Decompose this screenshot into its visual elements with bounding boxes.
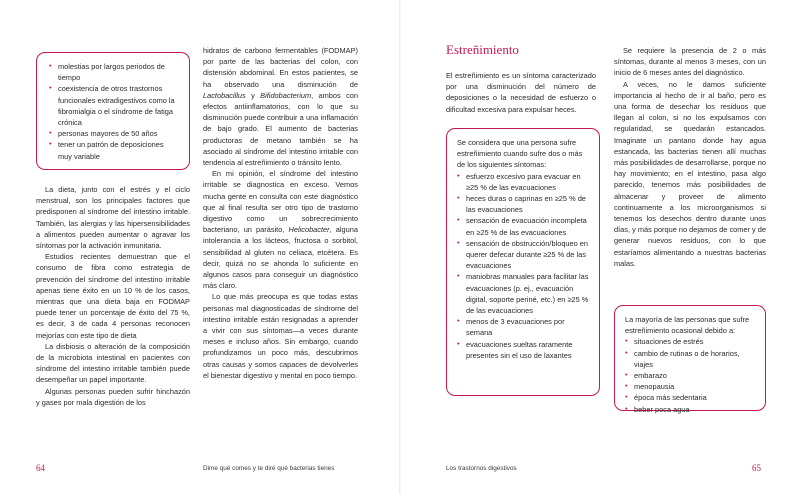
list-item: • tener un patrón de deposiciones muy variable xyxy=(49,140,164,161)
bullet-dot-icon: • xyxy=(457,340,460,348)
paragraph: Estudios recientes demuestran que el consumo de fibra como estrategia de prevención del síndrome del intestino irritable apenas tiene éxito en un 10 % de los casos, mientras que una dieta baja en FODMAP puede tener un porcentaje de éxito del 75 %, es decir, 3 de cada 4 personas reconocen mejorías con este tipo de dieta xyxy=(36,252,190,340)
list-item: • evacuaciones sueltas raramente presentes sin el uso de laxantes xyxy=(457,339,573,360)
list-item: • heces duras o caprinas en ≥25 % de las evacuaciones xyxy=(457,194,586,215)
bullet-dot-icon: • xyxy=(625,349,628,357)
bullet-dot-icon: • xyxy=(49,141,52,149)
page-number-right: 65 xyxy=(752,463,761,473)
left-column-2 xyxy=(203,45,358,381)
list-item: • menopausia xyxy=(625,382,675,392)
left-column-1 xyxy=(36,184,190,408)
symptoms-box xyxy=(446,128,600,396)
paragraph: A veces, no le damos suficiente importancia al hecho de ir al baño, pero es una forma de desechar los residuos que llegan al colon, si no los expulsamos con regularidad, se quedarán estancados. Imaginate un pantano donde hay agua estancada, las bacterias tienen allí muchas más posibilidades de desarrollarse, porque no hay movimiento; en el intestino, pasa algo parecido, tenemos más posibilidades de almacenar y proveer de alimento continuamente a los microorganismos si tenemos los desechos dentro durante unos días, y más porque no dejamos de comer y de generar nuevos residuos, con lo que estaríamos alimentando a nuestras bacterias malas. xyxy=(614,79,766,268)
list-item: • sensación de obstrucción/bloqueo en querer defecar durante ≥25 % de las evacuaciones xyxy=(457,238,589,271)
bullet-dot-icon: • xyxy=(625,338,628,346)
box-intro: Se considera que una persona sufre estreñimiento cuando sufre dos o más de los siguientes síntomas: xyxy=(457,138,583,170)
bullet-dot-icon: • xyxy=(625,383,628,391)
book-gutter xyxy=(399,0,401,494)
list-item: • personas mayores de 50 años xyxy=(49,129,158,139)
paragraph: Lo que más preocupa es que todas estas personas mal diagnosticadas de síndrome del intestino irritable están resignadas a aprender a vivir con sus síntomas—a veces durante meses e incluso años. Sin embargo, cuando profundizamos un poco más, descubrimos otras causas y somos capaces de devolverles el bienestar digestivo y mental en poco tiempo. xyxy=(203,292,358,380)
bullet-dot-icon: • xyxy=(457,195,460,203)
list-item: • esfuerzo excesivo para evacuar en ≥25 % de las evacuaciones xyxy=(457,171,581,192)
bullet-dot-icon: • xyxy=(625,405,628,413)
paragraph: En mi opinión, el síndrome del intestino irritable se diagnostica en exceso. Vemos mucha gente en consulta con este diagnóstico que al final resulta ser otro tipo de trastorno digestivo como un sobrecrecimiento bacteriano, un parásito, Helicobacter, alguna intolerancia a los lácteos, fructosa o sorbitol, sensibilidad al gluten no celiaca, etcétera. Es decir, quizá no se ahonda lo suficiente en algunos casos para conseguir un diagnóstico más claro. xyxy=(203,169,358,291)
list-item: • maniobras manuales para facilitar las evacuaciones (p. ej., evacuación digital, soporte periné, etc.) en ≥25 % de las evacuaciones xyxy=(457,272,589,316)
right-intro: El estreñimiento es un síntoma caracterizado por una disminución del número de deposiciones o la necesidad de esfuerzo o dificultad excesiva para expulsar heces. xyxy=(446,71,596,114)
bullet-dot-icon: • xyxy=(457,172,460,180)
bullet-dot-icon: • xyxy=(49,130,52,138)
list-item: • menos de 3 evacuaciones por semana xyxy=(457,317,565,338)
list-item: • molestias por largos periodos de tiempo xyxy=(49,62,165,83)
paragraph: La disbiosis o alteración de la composición de la microbiota intestinal en pacientes con síndrome del intestino irritable también puede desempeñar un papel importante. xyxy=(36,341,190,385)
bullet-dot-icon: • xyxy=(625,394,628,402)
list-item: • época más sedentaria xyxy=(625,393,707,403)
bullet-dot-icon: • xyxy=(49,85,52,93)
bullet-dot-icon: • xyxy=(625,372,628,380)
paragraph: La dieta, junto con el estrés y el ciclo menstrual, son los principales factores que predisponen al síndrome del intestino irritable. También, las alergias y las hipersensibilidades a alimentos pueden aumentar o agravar los síntomas por la activación inmunitaria. xyxy=(36,185,190,251)
running-head-left: Dime qué comes y te diré qué bacterias tienes xyxy=(203,465,335,472)
list-item: • coexistencia de otros trastornos funcionales extradigestivos como la fibromialgia o el síndrome de fatiga crónica xyxy=(49,84,175,128)
running-head-right: Los trastornos digestivos xyxy=(446,465,517,472)
list-item: • sensación de evacuación incompleta en ≥25 % de las evacuaciones xyxy=(457,216,587,237)
page-number-left: 64 xyxy=(36,463,45,473)
list-item: • situaciones de estrés xyxy=(625,337,704,347)
occasional-constipation-box xyxy=(614,305,766,414)
bullet-dot-icon: • xyxy=(49,63,52,70)
risk-factors-box xyxy=(36,52,190,170)
section-heading: Estreñimiento xyxy=(446,42,519,57)
paragraph: hidratos de carbono fermentables (FODMAP) por parte de las bacterias del colon, con distensión abdominal. En estos pacientes, se ha observado una disminución de Lactobacillus y Bifidobacterium, ambos con efectos antiinflamatorios, con lo que su disminución puede contribuir a una inflamación de bajo grado. El aumento de bacterias productoras de metano también se ha asociado al síndrome del intestino irritable con tendencia al estreñimiento o tránsito lento. xyxy=(203,46,358,168)
paragraph: Algunas personas pueden sufrir hinchazón y gases por mala digestión de los xyxy=(36,386,190,407)
paragraph: Se requiere la presencia de 2 o más síntomas, durante al menos 3 meses, con un inicio de 6 meses antes del diagnóstico. xyxy=(614,46,766,78)
list-item: • embarazo xyxy=(625,371,667,381)
list-item: • cambio de rutinas o de horarios, viajes xyxy=(625,348,740,369)
bullet-dot-icon: • xyxy=(457,239,460,247)
list-item: • beber poca agua xyxy=(625,404,690,414)
box-intro: La mayoría de las personas que sufre estreñimiento ocasional debido a: xyxy=(625,315,750,336)
bullet-dot-icon: • xyxy=(457,217,460,225)
bullet-dot-icon: • xyxy=(457,273,460,281)
bullet-dot-icon: • xyxy=(457,318,460,326)
right-column-2 xyxy=(614,45,766,269)
